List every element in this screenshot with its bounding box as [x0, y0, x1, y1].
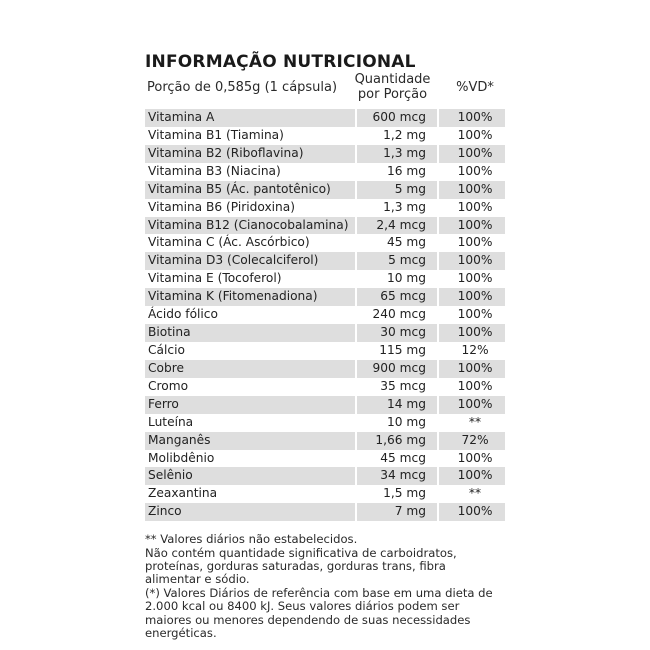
column-divider [437, 432, 439, 450]
nutrient-daily-value: 100% [457, 253, 493, 268]
nutrient-row [145, 306, 505, 324]
nutrient-daily-value: 100% [457, 110, 493, 124]
column-divider [437, 342, 439, 360]
column-divider [355, 199, 357, 217]
column-divider [355, 467, 357, 485]
nutrient-name: Cromo [148, 378, 189, 393]
nutrient-row [145, 252, 505, 270]
table-header [145, 74, 505, 106]
nutrient-name: Vitamina B3 (Niacina) [148, 163, 281, 178]
footnotes [145, 533, 505, 640]
nutrient-name: Vitamina D3 (Colecalciferol) [148, 253, 319, 268]
column-divider [355, 217, 357, 235]
nutrient-daily-value: 100% [457, 181, 493, 196]
nutrient-amount: 35 mcg [380, 378, 426, 393]
column-divider [355, 181, 357, 199]
nutrient-name: Ácido fólico [148, 307, 218, 322]
nutrient-row [145, 378, 505, 396]
nutrient-daily-value: 100% [457, 199, 493, 214]
column-divider [437, 396, 439, 414]
nutrient-name: Selênio [148, 468, 193, 483]
nutrient-name: Vitamina K (Fitomenadiona) [148, 289, 318, 304]
column-divider [355, 270, 357, 288]
column-divider [437, 414, 439, 432]
column-divider [355, 127, 357, 145]
nutrient-row [145, 145, 505, 163]
nutrient-row [145, 217, 505, 235]
nutrient-daily-value: 100% [457, 271, 493, 286]
column-divider [437, 467, 439, 485]
nutrient-daily-value: 100% [457, 504, 493, 519]
nutrient-amount: 1,5 mg [383, 486, 426, 501]
column-divider [355, 485, 357, 503]
column-divider [355, 288, 357, 306]
column-divider [355, 324, 357, 342]
nutrient-amount: 30 mcg [380, 325, 426, 340]
nutrient-daily-value: 100% [457, 235, 493, 250]
column-divider [437, 252, 439, 270]
nutrient-amount: 14 mg [387, 396, 426, 411]
portion-label: Porção de 0,585g (1 cápsula) [147, 80, 338, 95]
nutrition-facts-panel [145, 50, 505, 640]
nutrient-daily-value: 100% [457, 325, 493, 340]
column-divider [355, 432, 357, 450]
nutrient-name: Zeaxantina [148, 486, 218, 501]
nutrient-name: Molibdênio [148, 450, 215, 465]
nutrient-row [145, 127, 505, 145]
nutrient-amount: 16 mg [387, 163, 426, 178]
nutrient-row [145, 467, 505, 485]
nutrient-name: Cobre [148, 360, 184, 375]
column-divider [437, 163, 439, 181]
column-divider [355, 414, 357, 432]
nutrient-row [145, 414, 505, 432]
column-divider [355, 378, 357, 396]
nutrient-row [145, 432, 505, 450]
nutrient-name: Zinco [148, 504, 182, 519]
nutrient-daily-value: 12% [461, 342, 489, 357]
nutrient-daily-value: 100% [457, 378, 493, 393]
nutrient-name: Cálcio [148, 342, 185, 357]
nutrient-name: Vitamina C (Ác. Ascórbico) [148, 235, 310, 250]
column-divider [437, 109, 439, 127]
nutrient-name: Biotina [148, 325, 191, 340]
column-divider [437, 360, 439, 378]
nutrient-daily-value: 100% [457, 127, 493, 142]
nutrient-row [145, 163, 505, 181]
quantity-header-line1: Quantidade [354, 72, 431, 87]
nutrient-daily-value: ** [468, 414, 482, 429]
nutrient-name: Vitamina A [148, 110, 215, 124]
column-divider [355, 503, 357, 521]
column-divider [355, 145, 357, 163]
nutrient-daily-value: ** [468, 486, 482, 501]
column-divider [355, 342, 357, 360]
nutrient-amount: 5 mcg [388, 253, 426, 268]
nutrient-row [145, 396, 505, 414]
column-divider [437, 503, 439, 521]
column-divider [437, 288, 439, 306]
nutrient-row [145, 342, 505, 360]
nutrient-daily-value: 100% [457, 289, 493, 304]
footnote: ** Valores diários não estabelecidos. [145, 532, 358, 547]
nutrient-name: Vitamina B12 (Cianocobalamina) [148, 217, 349, 232]
nutrient-daily-value: 100% [457, 163, 493, 178]
column-divider [355, 163, 357, 181]
column-divider [355, 252, 357, 270]
nutrient-amount: 45 mg [387, 235, 426, 250]
nutrient-name: Vitamina B6 (Piridoxina) [148, 199, 295, 214]
nutrient-amount: 115 mg [379, 342, 426, 357]
nutrient-name: Manganês [148, 432, 211, 447]
footnote: (*) Valores Diários de referência com base em uma dieta de 2.000 kcal ou 8400 kJ. Seus valores diários podem ser maiores ou menores dependendo de suas necessidades energéticas. [145, 585, 493, 641]
nutrient-name: Luteína [148, 414, 194, 429]
nutrient-daily-value: 100% [457, 360, 493, 375]
daily-value-header: %VD* [456, 80, 494, 95]
nutrient-name: Vitamina B5 (Ác. pantotênico) [148, 181, 331, 196]
column-divider [355, 360, 357, 378]
quantity-header [350, 72, 435, 102]
nutrient-amount: 5 mg [394, 181, 426, 196]
nutrient-name: Ferro [148, 396, 179, 411]
nutrient-amount: 240 mcg [372, 307, 426, 322]
nutrient-row [145, 234, 505, 252]
nutrient-row [145, 181, 505, 199]
nutrient-amount: 2,4 mcg [376, 217, 426, 232]
nutrient-amount: 600 mcg [372, 110, 426, 124]
nutrient-amount: 7 mg [394, 504, 426, 519]
column-divider [355, 234, 357, 252]
nutrient-row [145, 199, 505, 217]
nutrient-row [145, 503, 505, 521]
nutrient-row [145, 324, 505, 342]
nutrient-row [145, 109, 505, 127]
column-divider [437, 378, 439, 396]
column-divider [355, 109, 357, 127]
nutrient-amount: 1,3 mg [383, 145, 426, 160]
nutrition-title: INFORMAÇÃO NUTRICIONAL [145, 52, 416, 72]
column-divider [437, 324, 439, 342]
nutrient-table [145, 109, 505, 521]
nutrient-daily-value: 100% [457, 145, 493, 160]
column-divider [437, 217, 439, 235]
nutrient-amount: 34 mcg [380, 468, 426, 483]
column-divider [437, 270, 439, 288]
nutrient-name: Vitamina B2 (Riboflavina) [148, 145, 304, 160]
nutrient-row [145, 450, 505, 468]
nutrient-row [145, 270, 505, 288]
nutrient-name: Vitamina E (Tocoferol) [148, 271, 282, 286]
column-divider [437, 145, 439, 163]
column-divider [437, 485, 439, 503]
nutrient-amount: 900 mcg [372, 360, 426, 375]
nutrient-daily-value: 100% [457, 217, 493, 232]
nutrient-daily-value: 100% [457, 468, 493, 483]
column-divider [355, 306, 357, 324]
nutrient-daily-value: 100% [457, 396, 493, 411]
column-divider [437, 234, 439, 252]
nutrient-row [145, 288, 505, 306]
quantity-header-line2: por Porção [357, 87, 428, 102]
column-divider [437, 127, 439, 145]
column-divider [355, 450, 357, 468]
nutrient-amount: 45 mcg [380, 450, 426, 465]
nutrient-amount: 1,3 mg [383, 199, 426, 214]
nutrient-row [145, 485, 505, 503]
column-divider [437, 306, 439, 324]
nutrient-daily-value: 100% [457, 450, 493, 465]
column-divider [437, 450, 439, 468]
nutrient-amount: 1,66 mg [375, 432, 426, 447]
nutrient-amount: 10 mg [387, 414, 426, 429]
column-divider [437, 181, 439, 199]
nutrient-daily-value: 100% [457, 307, 493, 322]
column-divider [355, 396, 357, 414]
nutrient-amount: 1,2 mg [383, 127, 426, 142]
column-divider [437, 199, 439, 217]
footnote: Não contém quantidade significativa de carboidratos, proteínas, gorduras saturadas, gorduras trans, fibra alimentar e sódio. [145, 545, 457, 587]
nutrient-row [145, 360, 505, 378]
nutrient-amount: 65 mcg [380, 289, 426, 304]
nutrient-amount: 10 mg [387, 271, 426, 286]
nutrient-daily-value: 72% [461, 432, 489, 447]
nutrient-name: Vitamina B1 (Tiamina) [148, 127, 284, 142]
